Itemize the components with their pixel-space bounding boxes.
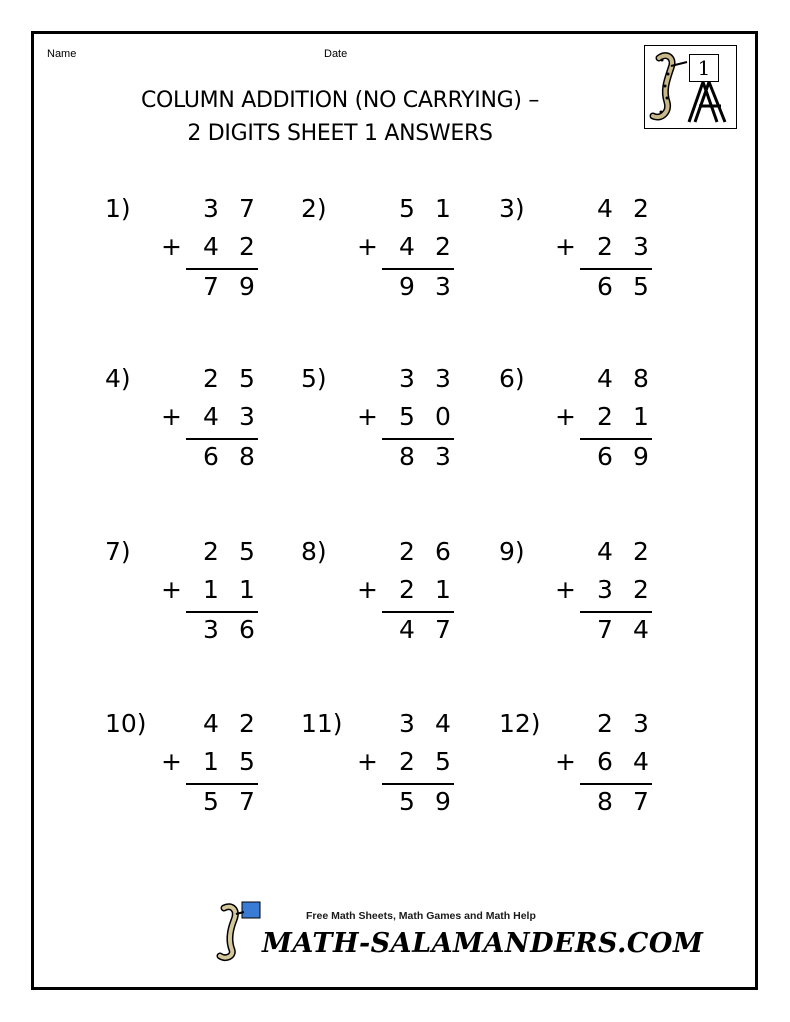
worksheet-title-line1: COLUMN ADDITION (NO CARRYING) – [140, 88, 540, 113]
footer-salamander-logo [214, 900, 264, 962]
answer: 5 7 [203, 787, 255, 816]
sum-line [382, 268, 454, 270]
top-addend: 2 5 [203, 537, 255, 566]
answer: 8 7 [597, 787, 649, 816]
problem-number: 12) [499, 709, 541, 738]
bottom-addend: 4 2 [399, 232, 451, 261]
bottom-addend: 3 2 [597, 575, 649, 604]
answer: 6 9 [597, 442, 649, 471]
answer: 6 5 [597, 272, 649, 301]
sum-line [580, 783, 652, 785]
problem-number: 4) [105, 364, 131, 393]
problem-number: 1) [105, 194, 131, 223]
addition-problem [301, 709, 491, 829]
bottom-addend: 1 5 [203, 747, 255, 776]
plus-sign: + [555, 232, 576, 261]
logo-number-card: 1 [689, 54, 719, 82]
plus-sign: + [357, 747, 378, 776]
sum-line [382, 611, 454, 613]
footer-brand: MATH-SALAMANDERS.COM [262, 928, 704, 959]
bottom-addend: 6 4 [597, 747, 649, 776]
sum-line [186, 783, 258, 785]
sum-line [580, 438, 652, 440]
addition-problem [499, 364, 689, 484]
sum-line [186, 611, 258, 613]
salamander-logo [644, 45, 737, 129]
bottom-addend: 1 1 [203, 575, 255, 604]
sum-line [382, 783, 454, 785]
addition-problem [301, 194, 491, 314]
answer: 8 3 [399, 442, 451, 471]
sum-line [580, 611, 652, 613]
top-addend: 3 7 [203, 194, 255, 223]
footer-tagline: Free Math Sheets, Math Games and Math Help [306, 910, 536, 922]
date-label: Date [324, 48, 348, 60]
sum-line [186, 268, 258, 270]
answer: 3 6 [203, 615, 255, 644]
addition-problem [105, 194, 295, 314]
name-label: Name [47, 48, 77, 60]
addition-problem [105, 709, 295, 829]
worksheet-border [31, 31, 758, 990]
top-addend: 5 1 [399, 194, 451, 223]
answer: 7 4 [597, 615, 649, 644]
top-addend: 4 2 [597, 194, 649, 223]
problem-number: 10) [105, 709, 147, 738]
top-addend: 3 4 [399, 709, 451, 738]
problem-number: 11) [301, 709, 343, 738]
plus-sign: + [161, 575, 182, 604]
plus-sign: + [357, 575, 378, 604]
addition-problem [105, 537, 295, 657]
plus-sign: + [555, 747, 576, 776]
problem-number: 5) [301, 364, 327, 393]
problem-number: 6) [499, 364, 525, 393]
answer: 9 3 [399, 272, 451, 301]
sum-line [580, 268, 652, 270]
top-addend: 4 2 [597, 537, 649, 566]
worksheet-title-line2: 2 DIGITS SHEET 1 ANSWERS [187, 121, 493, 146]
bottom-addend: 2 5 [399, 747, 451, 776]
top-addend: 2 5 [203, 364, 255, 393]
top-addend: 2 6 [399, 537, 451, 566]
bottom-addend: 2 1 [597, 402, 649, 431]
bottom-addend: 5 0 [399, 402, 451, 431]
answer: 6 8 [203, 442, 255, 471]
addition-problem [499, 194, 689, 314]
top-addend: 2 3 [597, 709, 649, 738]
problem-number: 7) [105, 537, 131, 566]
answer: 7 9 [203, 272, 255, 301]
addition-problem [499, 537, 689, 657]
answer: 5 9 [399, 787, 451, 816]
problem-number: 8) [301, 537, 327, 566]
footer-salamander-icon [214, 900, 264, 962]
plus-sign: + [555, 575, 576, 604]
bottom-addend: 2 3 [597, 232, 649, 261]
sum-line [382, 438, 454, 440]
plus-sign: + [555, 402, 576, 431]
addition-problem [301, 364, 491, 484]
answer: 4 7 [399, 615, 451, 644]
bottom-addend: 2 1 [399, 575, 451, 604]
bottom-addend: 4 2 [203, 232, 255, 261]
addition-problem [301, 537, 491, 657]
top-addend: 4 2 [203, 709, 255, 738]
bottom-addend: 4 3 [203, 402, 255, 431]
plus-sign: + [161, 747, 182, 776]
plus-sign: + [161, 402, 182, 431]
sum-line [186, 438, 258, 440]
problem-number: 3) [499, 194, 525, 223]
top-addend: 4 8 [597, 364, 649, 393]
problem-number: 2) [301, 194, 327, 223]
plus-sign: + [161, 232, 182, 261]
addition-problem [105, 364, 295, 484]
plus-sign: + [357, 232, 378, 261]
problem-number: 9) [499, 537, 525, 566]
top-addend: 3 3 [399, 364, 451, 393]
addition-problem [499, 709, 689, 829]
plus-sign: + [357, 402, 378, 431]
